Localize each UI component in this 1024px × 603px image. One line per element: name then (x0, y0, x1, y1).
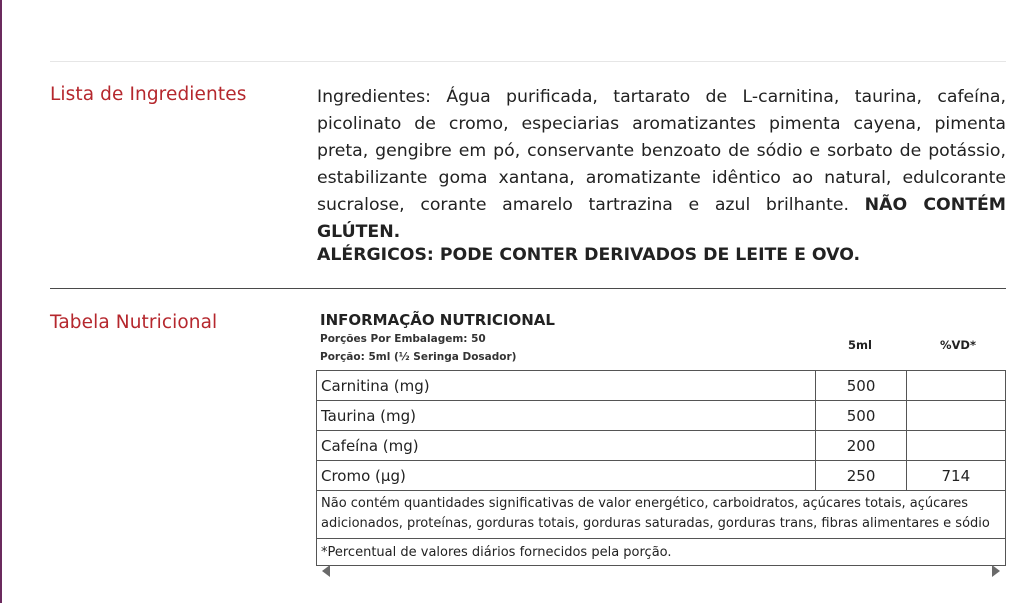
nutrient-name: Cafeína (mg) (317, 431, 816, 461)
nutrient-name: Carnitina (mg) (317, 371, 816, 401)
gluten-notice: NÃO CONTÉM GLÚTEN. (317, 195, 1006, 242)
table-row (317, 431, 1006, 461)
allergens-notice: ALÉRGICOS: PODE CONTER DERIVADOS DE LEITE E OVO. (317, 245, 861, 265)
nutrient-vd (906, 401, 1005, 431)
table-row (317, 401, 1006, 431)
section-divider (50, 288, 1006, 289)
nutrient-vd (906, 431, 1005, 461)
nutrition-header: INFORMAÇÃO NUTRICIONAL (320, 311, 555, 329)
nutrition-section-title: Tabela Nutricional (50, 312, 218, 333)
servings-per-package: Porções Por Embalagem: 50 (320, 333, 486, 345)
nutrient-vd: 714 (906, 461, 1005, 491)
table-row (317, 371, 1006, 401)
nutrient-vd (906, 371, 1005, 401)
nutrient-name: Cromo (µg) (317, 461, 816, 491)
nutrient-amount: 250 (816, 461, 906, 491)
scroll-left-icon[interactable] (322, 565, 330, 577)
table-row (317, 539, 1006, 566)
left-accent-bar (0, 0, 2, 603)
ingredients-section-title: Lista de Ingredientes (50, 84, 247, 105)
serving-size: Porção: 5ml (½ Seringa Dosador) (320, 351, 517, 363)
vd-column-header: %VD* (940, 338, 976, 352)
nutrition-note: Não contém quantidades significativas de valor energético, carboidratos, açúcares totais, açúcares adicionados, proteínas, gorduras totais, gorduras saturadas, gorduras trans, fibras alimentares e sódio (317, 491, 1006, 539)
table-row (317, 491, 1006, 539)
amount-column-header: 5ml (848, 338, 872, 352)
nutrient-amount: 200 (816, 431, 906, 461)
nutrition-table (316, 370, 1006, 566)
horizontal-scrollbar[interactable] (316, 564, 1006, 578)
nutrition-footnote: *Percentual de valores diários fornecidos pela porção. (317, 539, 1006, 566)
top-divider (50, 61, 1006, 62)
ingredients-text (317, 84, 1006, 246)
scroll-right-icon[interactable] (992, 565, 1000, 577)
nutrient-name: Taurina (mg) (317, 401, 816, 431)
nutrient-amount: 500 (816, 401, 906, 431)
nutrient-amount: 500 (816, 371, 906, 401)
table-row (317, 461, 1006, 491)
ingredients-list: Ingredientes: Água purificada, tartarato de L-carnitina, taurina, cafeína, picolinato de cromo, especiarias aromatizantes pimenta cayena, pimenta preta, gengibre em pó, conservante benzoato de sódio e sorbato de potássio, estabilizante goma xantana, aromatizante idêntico ao natural, edulcorante sucralose, corante amarelo tartrazina e azul brilhante. (317, 87, 1006, 215)
